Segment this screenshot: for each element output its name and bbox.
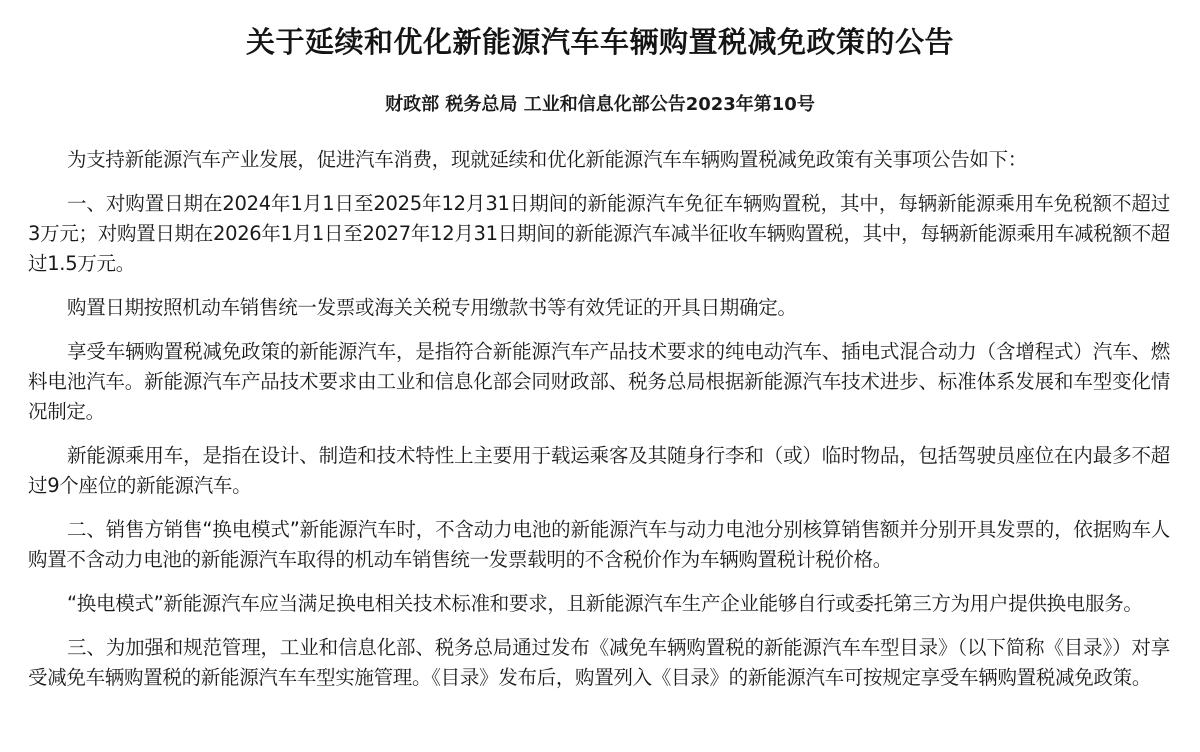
paragraph-purchase-date: 购置日期按照机动车销售统一发票或海关关税专用缴款书等有效凭证的开具日期确定。 (67, 296, 797, 319)
paragraph-passenger-car-definition: 新能源乘用车，是指在设计、制造和技术特性上主要用于载运乘客及其随身行李和（或）临时物品，包括驾驶员座位在内最多不超过9个座位的新能源汽车。 (28, 444, 1170, 497)
document-subtitle: 财政部 税务总局 工业和信息化部公告2023年第10号 (385, 94, 815, 115)
paragraph-section-3: 三、为加强和规范管理，工业和信息化部、税务总局通过发布《减免车辆购置税的新能源汽车车型目录》（以下简称《目录》）对享受减免车辆购置税的新能源汽车车型实施管理。《目录》发布后，购置列入《目录》的新能源汽车可按规定享受车辆购置税减免政策。 (28, 636, 1170, 689)
paragraph-battery-swap: “换电模式”新能源汽车应当满足换电相关技术标准和要求，且新能源汽车生产企业能够自行或委托第三方为用户提供换电服务。 (67, 592, 1143, 615)
paragraph-section-1: 一、对购置日期在2024年1月1日至2025年12月31日期间的新能源汽车免征车辆购置税，其中，每辆新能源乘用车免税额不超过3万元；对购置日期在2026年1月1日至2027年12月31日期间的新能源汽车减半征收车辆购置税，其中，每辆新能源乘用车减税额不超过1.5万元。 (28, 192, 1170, 275)
document-title: 关于延续和优化新能源汽车车辆购置税减免政策的公告 (245, 25, 954, 59)
paragraph-intro: 为支持新能源汽车产业发展，促进汽车消费，现就延续和优化新能源汽车车辆购置税减免政策有关事项公告如下： (67, 148, 1028, 171)
paragraph-eligible-vehicles: 享受车辆购置税减免政策的新能源汽车，是指符合新能源汽车产品技术要求的纯电动汽车、插电式混合动力（含增程式）汽车、燃料电池汽车。新能源汽车产品技术要求由工业和信息化部会同财政部、税务总局根据新能源汽车技术进步、标准体系发展和车型变化情况制定。 (28, 340, 1170, 423)
document-body (28, 145, 1170, 707)
paragraph-section-2: 二、销售方销售“换电模式”新能源汽车时，不含动力电池的新能源汽车与动力电池分别核算销售额并分别开具发票的，依据购车人购置不含动力电池的新能源汽车取得的机动车销售统一发票载明的不含税价作为车辆购置税计税价格。 (28, 518, 1170, 571)
